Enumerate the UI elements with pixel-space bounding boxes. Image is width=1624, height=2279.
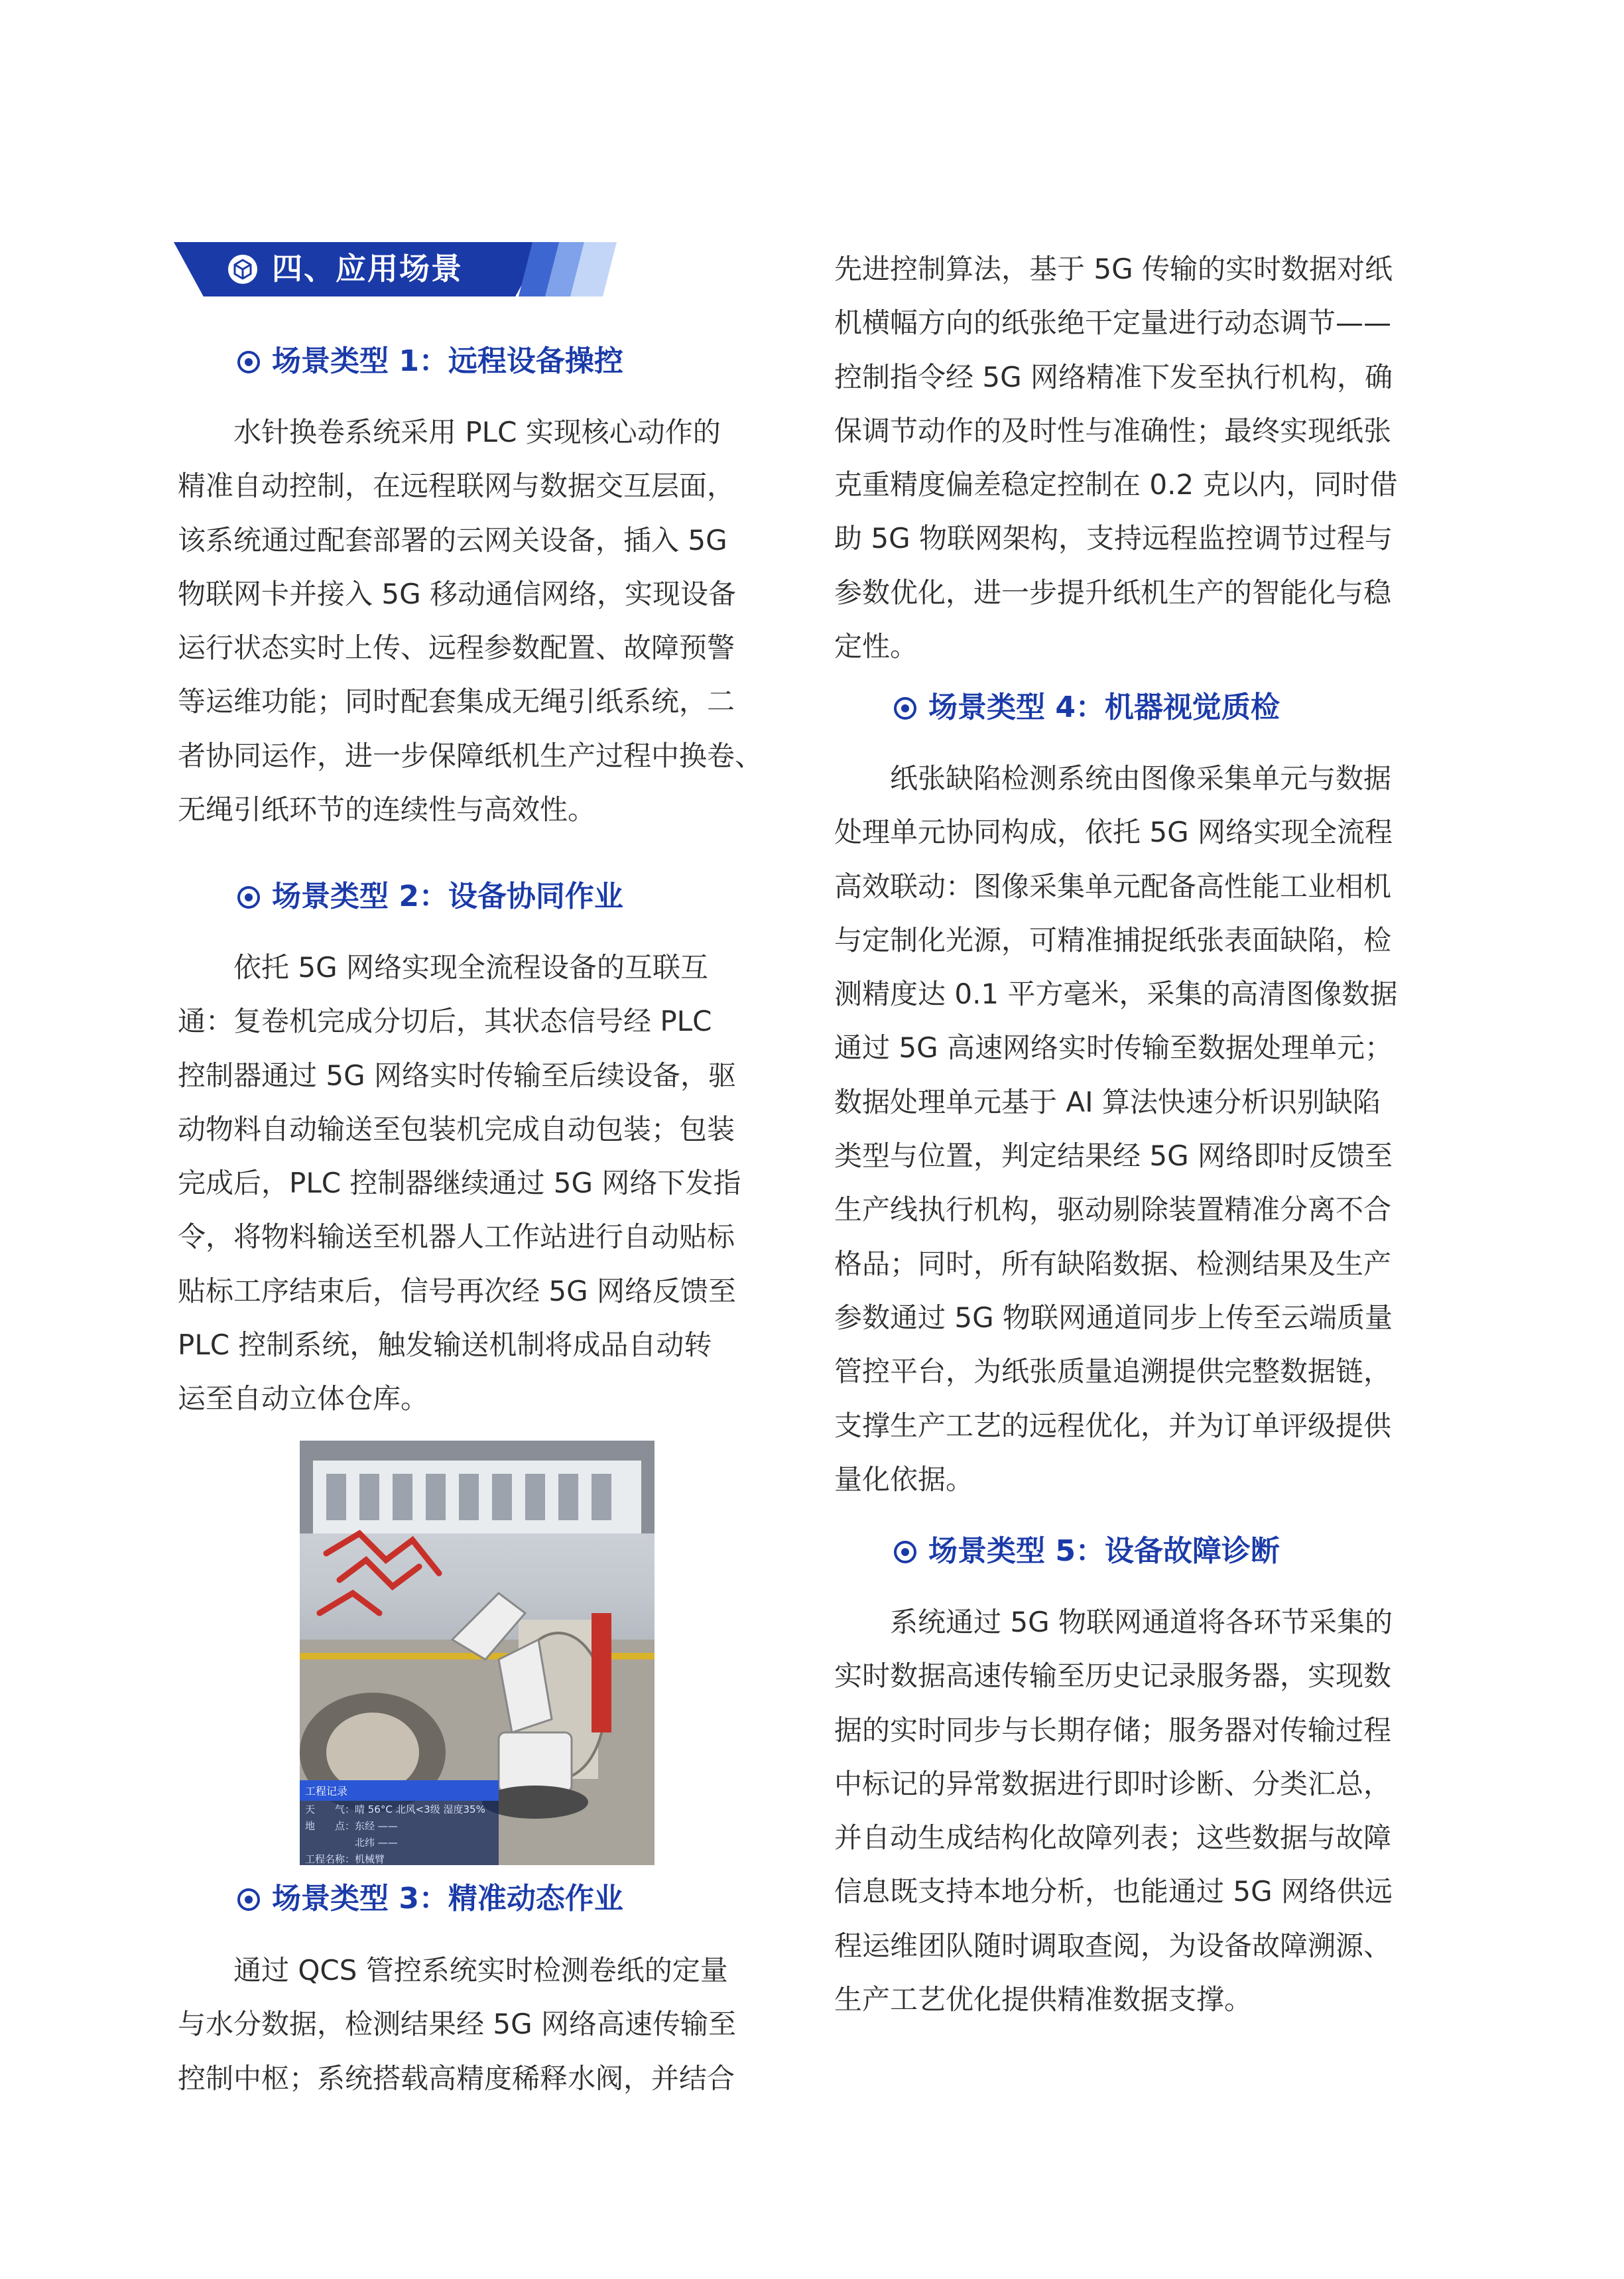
section-title: 四、应用场景 bbox=[272, 251, 463, 287]
bullet-icon bbox=[237, 351, 260, 373]
text-line: 运至自动立体仓库。 bbox=[178, 1382, 429, 1415]
text-line: 格品；同时，所有缺陷数据、检测结果及生产 bbox=[834, 1247, 1392, 1280]
text-line: 助 5G 物联网架构，支持远程监控调节过程与 bbox=[834, 522, 1393, 555]
text-line: 控制器通过 5G 网络实时传输至后续设备，驱 bbox=[178, 1059, 736, 1092]
text-line: 动物料自动输送至包装机完成自动包装；包装 bbox=[178, 1112, 735, 1145]
text-line: 该系统通过配套部署的云网关设备，插入 5G bbox=[178, 523, 727, 556]
text-line: 机横幅方向的纸张绝干定量进行动态调节—— bbox=[834, 306, 1392, 340]
text-line: 据的实时同步与长期存储；服务器对传输过程 bbox=[834, 1713, 1392, 1746]
bullet-icon bbox=[894, 697, 916, 720]
text-line: 等运维功能；同时配套集成无绳引纸系统，二 bbox=[178, 685, 735, 718]
text-line: 令，将物料输送至机器人工作站进行自动贴标 bbox=[178, 1220, 735, 1254]
scene-4-heading: 场景类型 4：机器视觉质检 bbox=[894, 688, 1280, 728]
scene-5-paragraph bbox=[834, 1595, 1431, 2026]
text-line: 克重精度偏差稳定控制在 0.2 克以内，同时借 bbox=[834, 468, 1398, 501]
scene-1-heading: 场景类型 1：远程设备操控 bbox=[237, 342, 623, 381]
text-line: 保调节动作的及时性与准确性；最终实现纸张 bbox=[834, 414, 1392, 447]
caption-line: 地 点：东经 —— bbox=[305, 1820, 398, 1832]
text-line: 与定制化光源，可精准捕捉纸张表面缺陷，检 bbox=[834, 923, 1392, 956]
cube-icon bbox=[227, 253, 259, 285]
bullet-icon bbox=[237, 1888, 260, 1911]
scene-3-paragraph-cont bbox=[834, 242, 1431, 673]
caption-title: 工程记录 bbox=[300, 1780, 499, 1801]
text-line: 完成后，PLC 控制器继续通过 5G 网络下发指 bbox=[178, 1167, 741, 1200]
section-banner bbox=[174, 242, 618, 296]
scene-4-paragraph bbox=[834, 751, 1431, 1506]
text-line: 高效联动：图像采集单元配备高性能工业相机 bbox=[834, 870, 1392, 903]
scene-3-paragraph bbox=[178, 1943, 775, 2105]
text-line: 类型与位置，判定结果经 5G 网络即时反馈至 bbox=[834, 1140, 1393, 1173]
scene-2-paragraph bbox=[178, 941, 775, 1426]
text-line: 系统通过 5G 物联网通道将各环节采集的 bbox=[834, 1606, 1393, 1638]
text-line: 定性。 bbox=[834, 630, 918, 663]
bullet-icon bbox=[894, 1541, 916, 1563]
caption-line: 天 气：晴 56°C 北风<3级 湿度35% bbox=[305, 1803, 485, 1815]
text-line: 并自动生成结构化故障列表；这些数据与故障 bbox=[834, 1821, 1392, 1855]
text-line: 贴标工序结束后，信号再次经 5G 网络反馈至 bbox=[178, 1274, 736, 1307]
text-line: 运行状态实时上传、远程参数配置、故障预警 bbox=[178, 631, 735, 665]
text-line: 生产工艺优化提供精准数据支撑。 bbox=[834, 1983, 1253, 2016]
text-line: 者协同运作，进一步保障纸机生产过程中换卷、 bbox=[178, 739, 763, 772]
text-line: 参数优化，进一步提升纸机生产的智能化与稳 bbox=[834, 576, 1392, 609]
scene-1-paragraph bbox=[178, 405, 775, 836]
text-line: 精准自动控制，在远程联网与数据交互层面， bbox=[178, 470, 735, 503]
scene-5-heading: 场景类型 5：设备故障诊断 bbox=[894, 1531, 1280, 1571]
text-line: 管控平台，为纸张质量追溯提供完整数据链， bbox=[834, 1355, 1392, 1388]
photo-caption bbox=[300, 1780, 499, 1865]
text-line: 通过 5G 高速网络实时传输至数据处理单元； bbox=[834, 1031, 1393, 1065]
text-line: PLC 控制系统，触发输送机制将成品自动转 bbox=[178, 1329, 712, 1362]
caption-line: 北纬 —— bbox=[305, 1837, 398, 1849]
text-line: 中标记的异常数据进行即时诊断、分类汇总， bbox=[834, 1767, 1392, 1800]
text-line: 无绳引纸环节的连续性与高效性。 bbox=[178, 793, 596, 826]
text-line: 参数通过 5G 物联网通道同步上传至云端质量 bbox=[834, 1301, 1393, 1334]
scene-3-heading: 场景类型 3：精准动态作业 bbox=[237, 1879, 623, 1919]
text-line: 程运维团队随时调取查阅，为设备故障溯源、 bbox=[834, 1929, 1392, 1962]
text-line: 纸张缺陷检测系统由图像采集单元与数据 bbox=[834, 762, 1392, 795]
bullet-icon bbox=[237, 886, 260, 909]
text-line: 处理单元协同构成，依托 5G 网络实现全流程 bbox=[834, 816, 1393, 849]
text-line: 实时数据高速传输至历史记录服务器，实现数 bbox=[834, 1660, 1392, 1693]
text-line: 测精度达 0.1 平方毫米，采集的高清图像数据 bbox=[834, 978, 1398, 1011]
text-line: 信息既支持本地分析，也能通过 5G 网络供远 bbox=[834, 1875, 1393, 1908]
text-line: 依托 5G 网络实现全流程设备的互联互 bbox=[178, 951, 708, 984]
text-line: 支撑生产工艺的远程优化，并为订单评级提供 bbox=[834, 1409, 1392, 1442]
text-line: 控制指令经 5G 网络精准下发至执行机构，确 bbox=[834, 360, 1393, 393]
text-line: 水针换卷系统采用 PLC 实现核心动作的 bbox=[178, 416, 721, 448]
scene-2-heading: 场景类型 2：设备协同作业 bbox=[237, 877, 623, 917]
text-line: 生产线执行机构，驱动剔除装置精准分离不合 bbox=[834, 1193, 1392, 1226]
caption-line: 工程名称：机械臂 bbox=[305, 1853, 385, 1865]
text-line: 控制中枢；系统搭载高精度稀释水阀，并结合 bbox=[178, 2061, 735, 2095]
text-line: 通：复卷机完成分切后，其状态信号经 PLC bbox=[178, 1005, 712, 1038]
text-line: 物联网卡并接入 5G 移动通信网络，实现设备 bbox=[178, 577, 736, 610]
text-line: 量化依据。 bbox=[834, 1463, 974, 1496]
text-line: 先进控制算法，基于 5G 传输的实时数据对纸 bbox=[834, 253, 1393, 285]
robot-arm-photo bbox=[300, 1441, 655, 1865]
text-line: 与水分数据，检测结果经 5G 网络高速传输至 bbox=[178, 2008, 736, 2041]
text-line: 通过 QCS 管控系统实时检测卷纸的定量 bbox=[178, 1954, 728, 1986]
text-line: 数据处理单元基于 AI 算法快速分析识别缺陷 bbox=[834, 1085, 1381, 1118]
